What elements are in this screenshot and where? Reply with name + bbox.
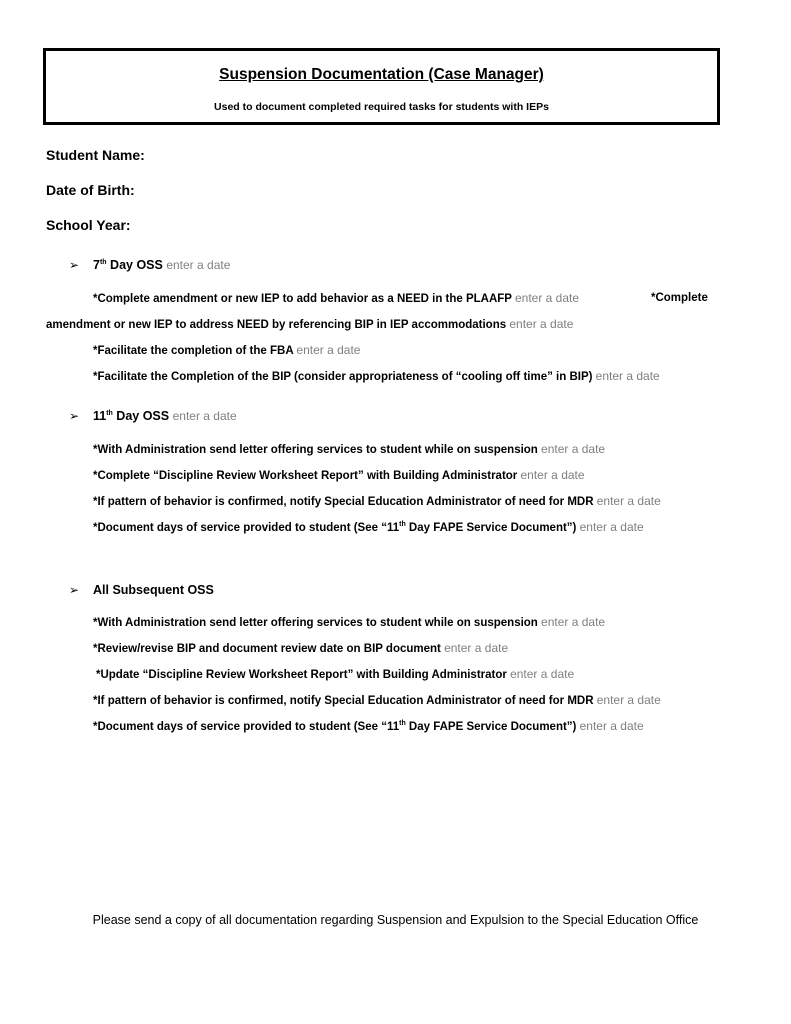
footer-note: Please send a copy of all documentation regarding Suspension and Expulsion to the Special Education Office [92,913,699,927]
date-field-7-bip[interactable]: enter a date [595,369,660,383]
bullet-arrow-icon: ➢ [69,409,80,423]
task-7-complete-label: *Complete [651,292,708,304]
task-text-pre: *Document days of service provided to student (See “11 [93,721,400,733]
task-text: *If pattern of behavior is confirmed, notify Special Education Administrator of need for MDR [93,695,594,707]
date-field-7th-day[interactable]: enter a date [166,258,231,272]
task-sub-document-service [93,719,644,733]
section-11-label: Day OSS [112,409,170,423]
date-field-sub-document-service[interactable]: enter a date [579,719,644,733]
task-text: *Complete “Discipline Review Worksheet Report” with Building Administrator [93,470,518,482]
section-7th-day-heading [93,258,230,272]
task-sub-discipline-review [96,667,574,681]
date-field-sub-send-letter[interactable]: enter a date [541,615,606,629]
task-text: *Facilitate the completion of the FBA [93,345,294,357]
date-field-sub-review-bip[interactable]: enter a date [444,641,509,655]
document-subtitle: Used to document completed required tasks for students with IEPs [214,101,549,113]
task-text: *Update “Discipline Review Worksheet Report” with Building Administrator [96,669,507,681]
task-text: *Facilitate the Completion of the BIP (consider appropriateness of “cooling off time” in BIP) [93,371,593,383]
task-7-amend-iep-plaafp [93,291,579,305]
date-field-sub-discipline-review[interactable]: enter a date [510,667,575,681]
task-7-fba [93,343,360,357]
task-sub-review-bip [93,641,508,655]
date-field-11-document-service[interactable]: enter a date [579,520,644,534]
date-of-birth-label: Date of Birth: [46,182,135,198]
date-field-11-discipline-review[interactable]: enter a date [520,468,585,482]
task-text: *If pattern of behavior is confirmed, notify Special Education Administrator of need for MDR [93,496,594,508]
task-7-address-need [46,317,573,331]
task-sub-notify-mdr [93,693,661,707]
task-text-pre: *Document days of service provided to student (See “11 [93,522,400,534]
date-field-sub-notify-mdr[interactable]: enter a date [596,693,661,707]
task-text: amendment or new IEP to address NEED by referencing BIP in IEP accommodations [46,319,507,331]
task-11-discipline-review [93,468,585,482]
title-box [43,48,720,125]
task-11-notify-mdr [93,494,661,508]
date-field-7-amend-plaafp[interactable]: enter a date [514,291,580,305]
date-field-7-fba[interactable]: enter a date [296,343,361,357]
section-7-label: Day OSS [106,258,163,272]
section-11-number: 11 [93,409,107,423]
task-11-send-letter [93,442,605,456]
document-title: Suspension Documentation (Case Manager) [219,66,544,83]
task-text: *Complete amendment or new IEP to add behavior as a NEED in the PLAAFP [93,293,512,305]
task-text-sup: th [399,521,406,529]
task-text: *Review/revise BIP and document review date on BIP document [93,643,441,655]
section-7-number: 7 [93,258,100,272]
section-7-sup: th [99,258,107,266]
task-sub-send-letter [93,615,605,629]
task-7-bip [93,369,660,383]
task-text: *With Administration send letter offering services to student while on suspension [93,617,538,629]
school-year-label: School Year: [46,217,131,233]
section-11-sup: th [106,409,113,417]
task-text-post: Day FAPE Service Document”) [405,721,577,733]
section-subsequent-heading: All Subsequent OSS [93,583,214,597]
date-field-11th-day[interactable]: enter a date [172,409,237,423]
date-field-11-send-letter[interactable]: enter a date [541,442,606,456]
student-name-label: Student Name: [46,147,145,163]
task-11-document-service [93,520,644,534]
date-field-7-address-need[interactable]: enter a date [509,317,574,331]
bullet-arrow-icon: ➢ [69,583,80,597]
task-text-sup: th [399,720,406,728]
task-text-post: Day FAPE Service Document”) [405,522,577,534]
bullet-arrow-icon: ➢ [69,258,80,272]
section-11th-day-heading [93,409,237,423]
date-field-11-notify-mdr[interactable]: enter a date [596,494,661,508]
task-text: *With Administration send letter offering services to student while on suspension [93,444,538,456]
